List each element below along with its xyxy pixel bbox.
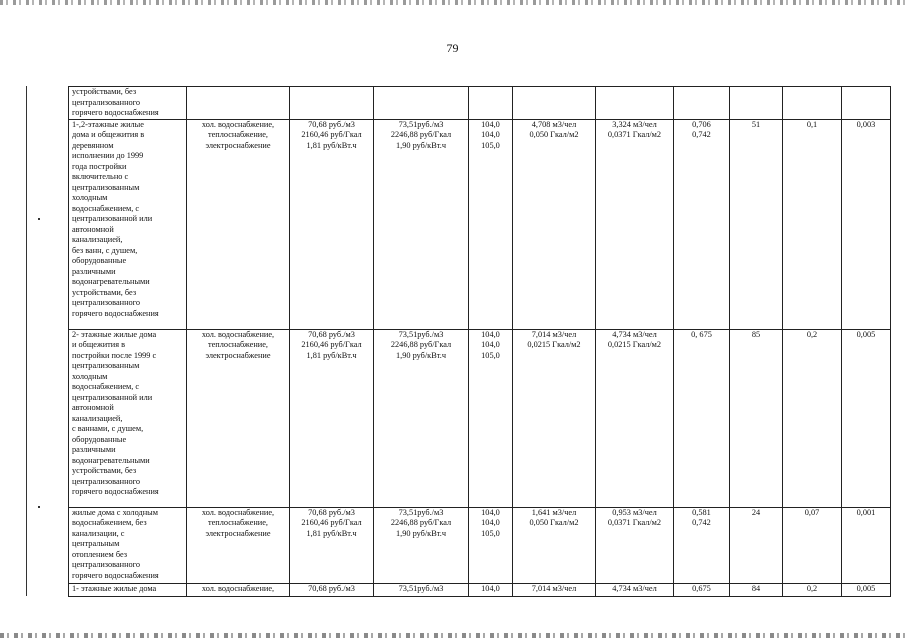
table-row [69, 119, 891, 329]
table-row [69, 507, 891, 583]
cell-norm-1: 1,641 м3/чел 0,050 Гкал/м2 [513, 507, 596, 583]
cell-building-type: 1- этажные жилые дома [69, 583, 187, 596]
cell-services: хол. водоснабжение, теплоснабжение, электроснабжение [187, 329, 290, 507]
cell-count: 84 [730, 583, 783, 596]
cell-norm-2: 3,324 м3/чел 0,0371 Гкал/м2 [596, 119, 674, 329]
cell-services [187, 87, 290, 120]
cell-index: 104,0 [469, 583, 513, 596]
cell-tariff-current: 70,68 руб./м3 [290, 583, 374, 596]
cell-value-a: 0,2 [783, 583, 842, 596]
cell-tariff-new: 73,51руб./м3 2246,88 руб/Гкал 1,90 руб/кВт.ч [374, 119, 469, 329]
cell-coef: 0,706 0,742 [674, 119, 730, 329]
cell-count: 24 [730, 507, 783, 583]
cell-value-b: 0,005 [842, 583, 891, 596]
cell-index [469, 87, 513, 120]
cell-tariff-current: 70,68 руб./м3 2160,46 руб/Гкал 1,81 руб/кВт.ч [290, 507, 374, 583]
cell-norm-2: 4,734 м3/чел 0,0215 Гкал/м2 [596, 329, 674, 507]
cell-coef [674, 87, 730, 120]
cell-tariff-new: 73,51руб./м3 [374, 583, 469, 596]
cell-value-a: 0,07 [783, 507, 842, 583]
cell-tariff-new: 73,51руб./м3 2246,88 руб/Гкал 1,90 руб/кВт.ч [374, 329, 469, 507]
cell-norm-1: 7,014 м3/чел 0,0215 Гкал/м2 [513, 329, 596, 507]
cell-value-b: 0,005 [842, 329, 891, 507]
cell-norm-1: 4,708 м3/чел 0,050 Гкал/м2 [513, 119, 596, 329]
cell-value-a: 0,1 [783, 119, 842, 329]
cell-index: 104,0 104,0 105,0 [469, 507, 513, 583]
cell-tariff-current [290, 87, 374, 120]
scan-edge-top [0, 0, 905, 5]
cell-coef: 0,675 [674, 583, 730, 596]
cell-value-a: 0,2 [783, 329, 842, 507]
cell-tariff-new: 73,51руб./м3 2246,88 руб/Гкал 1,90 руб/кВт.ч [374, 507, 469, 583]
cell-building-type: 2- этажные жилые дома и общежития в постройки после 1999 с централизованным холодным водоснабжением, с централизованной или автономной канализацией, с ваннами, с душем, оборудованные различными водонагревательными устройствами, без централизованного горячего водоснабжения [69, 329, 187, 507]
cell-norm-2 [596, 87, 674, 120]
cell-value-b [842, 87, 891, 120]
cell-coef: 0, 675 [674, 329, 730, 507]
cell-index: 104,0 104,0 105,0 [469, 329, 513, 507]
cell-building-type: устройствами, без централизованного горячего водоснабжения [69, 87, 187, 120]
cell-count [730, 87, 783, 120]
cell-coef: 0,581 0,742 [674, 507, 730, 583]
cell-norm-2: 4,734 м3/чел [596, 583, 674, 596]
scan-speck [38, 218, 40, 220]
binding-rule [26, 86, 27, 596]
cell-norm-1: 7,014 м3/чел [513, 583, 596, 596]
cell-index: 104,0 104,0 105,0 [469, 119, 513, 329]
table-row [69, 87, 891, 120]
cell-services: хол. водоснабжение, теплоснабжение, электроснабжение [187, 119, 290, 329]
page-number: 79 [446, 41, 459, 55]
scan-edge-bottom [0, 633, 905, 638]
cell-building-type: жилые дома с холодным водоснабжением, без канализации, с центральным отоплением без централизованного горячего водоснабжения [69, 507, 187, 583]
cell-tariff-current: 70,68 руб./м3 2160,46 руб/Гкал 1,81 руб/кВт.ч [290, 119, 374, 329]
tariff-table [68, 86, 891, 597]
scan-speck [38, 506, 40, 508]
cell-building-type: 1-,2-этажные жилые дома и общежития в деревянном исполнении до 1999 года постройки включительно с централизованным холодным водоснабжением, с централизованной или автономной канализацией, без ванн, с душем, оборудованные различными водонагревательными устройствами, без централизованного горячего водоснабжения [69, 119, 187, 329]
cell-norm-2: 0,953 м3/чел 0,0371 Гкал/м2 [596, 507, 674, 583]
table-row [69, 329, 891, 507]
cell-tariff-current: 70,68 руб./м3 2160,46 руб/Гкал 1,81 руб/кВт.ч [290, 329, 374, 507]
cell-services: хол. водоснабжение, теплоснабжение, электроснабжение [187, 507, 290, 583]
cell-count: 51 [730, 119, 783, 329]
cell-value-a [783, 87, 842, 120]
cell-value-b: 0,003 [842, 119, 891, 329]
cell-count: 85 [730, 329, 783, 507]
cell-norm-1 [513, 87, 596, 120]
cell-tariff-new [374, 87, 469, 120]
table-row [69, 583, 891, 596]
cell-services: хол. водоснабжение, [187, 583, 290, 596]
cell-value-b: 0,001 [842, 507, 891, 583]
